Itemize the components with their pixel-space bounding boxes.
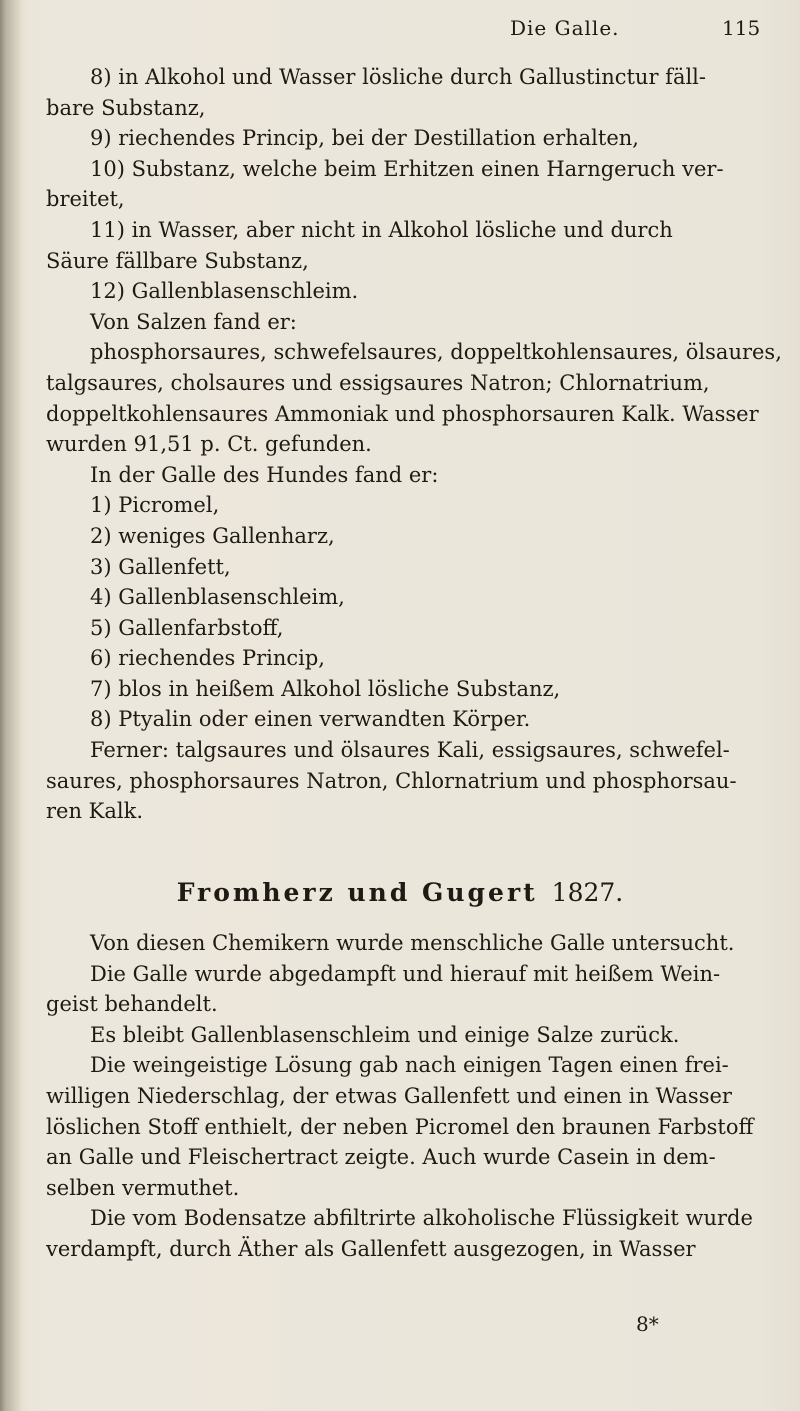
page-header	[0, 0, 800, 44]
text-line: ren Kalk.	[46, 799, 143, 824]
text-line: Die vom Bodensatze abfiltrirte alkoholische Flüssigkeit wurde	[90, 1206, 753, 1231]
signature-mark: 8*	[636, 1312, 659, 1336]
text-line: 8) Ptyalin oder einen verwandten Körper.	[90, 707, 531, 732]
section-heading	[0, 878, 800, 907]
text-line: saures, phosphorsaures Natron, Chlornatrium und phosphorsau-	[46, 768, 737, 793]
text-line: 7) blos in heißem Alkohol lösliche Substanz,	[90, 676, 561, 701]
text-line: phosphorsaures, schwefelsaures, doppeltkohlensaures, ölsaures,	[90, 340, 782, 365]
text-line: löslichen Stoff enthielt, der neben Picromel den braunen Farbstoff	[46, 1114, 754, 1139]
text-line: willigen Niederschlag, der etwas Gallenfett und einen in Wasser	[46, 1083, 732, 1108]
text-line: Säure fällbare Substanz,	[46, 248, 309, 273]
text-line: Ferner: talgsaures und ölsaures Kali, essigsaures, schwefel-	[90, 738, 730, 763]
text-line: 6) riechendes Princip,	[90, 646, 325, 671]
text-line: 12) Gallenblasenschleim.	[90, 279, 359, 304]
text-line: 1) Picromel,	[90, 493, 220, 518]
text-line: 2) weniges Gallenharz,	[90, 523, 335, 548]
text-line: Die weingeistige Lösung gab nach einigen Tagen einen frei-	[90, 1053, 729, 1078]
text-line: Von diesen Chemikern wurde menschliche Galle untersucht.	[90, 931, 735, 955]
text-line: wurden 91,51 p. Ct. gefunden.	[46, 432, 372, 457]
binding-gutter	[0, 0, 22, 1411]
text-line: doppeltkohlensaures Ammoniak und phosphorsauren Kalk. Wasser	[46, 401, 759, 426]
text-line: 8) in Alkohol und Wasser lösliche durch Gallustinctur fäll-	[90, 65, 706, 89]
section-year: 1827.	[551, 878, 624, 907]
text-line: selben vermuthet.	[46, 1175, 240, 1200]
text-line: Die Galle wurde abgedampft und hierauf mit heißem Wein-	[90, 961, 721, 986]
text-line: 9) riechendes Princip, bei der Destillation erhalten,	[90, 126, 639, 151]
text-line: bare Substanz,	[46, 95, 206, 120]
text-line: 11) in Wasser, aber nicht in Alkohol lösliche und durch	[90, 217, 673, 242]
text-line: 4) Gallenblasenschleim,	[90, 585, 345, 610]
section-title: Fromherz und Gugert	[176, 878, 538, 907]
text-line: breitet,	[46, 187, 125, 212]
text-block-lower	[46, 928, 786, 1265]
text-block-upper	[46, 62, 786, 827]
text-line: Es bleibt Gallenblasenschleim und einige Salze zurück.	[90, 1022, 680, 1047]
text-line: verdampft, durch Äther als Gallenfett ausgezogen, in Wasser	[46, 1236, 696, 1261]
running-head: Die Galle.	[510, 16, 620, 40]
text-line: Von Salzen fand er:	[90, 309, 297, 334]
text-line: 5) Gallenfarbstoff,	[90, 615, 284, 640]
text-line: talgsaures, cholsaures und essigsaures Natron; Chlornatrium,	[46, 370, 710, 395]
page-number: 115	[722, 16, 761, 40]
text-line: geist behandelt.	[46, 992, 218, 1017]
text-line: 10) Substanz, welche beim Erhitzen einen Harngeruch ver-	[90, 156, 724, 181]
text-line: 3) Gallenfett,	[90, 554, 231, 579]
text-line: In der Galle des Hundes fand er:	[90, 462, 439, 487]
text-line: an Galle und Fleischertract zeigte. Auch wurde Casein in dem-	[46, 1145, 716, 1170]
